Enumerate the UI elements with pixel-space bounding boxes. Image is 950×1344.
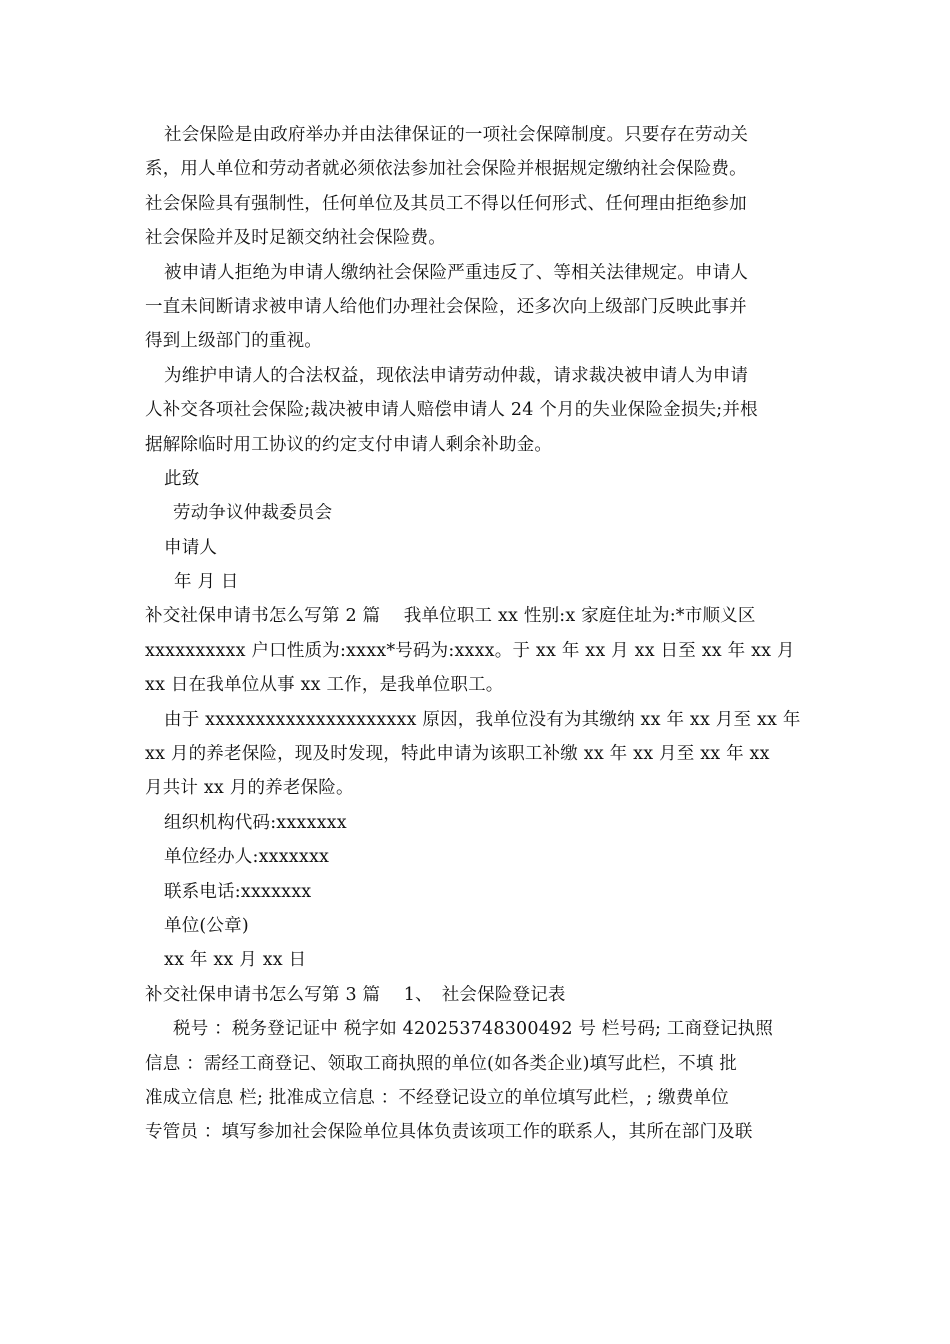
text-line: 系，用人单位和劳动者就必须依法参加社会保险并根据规定缴纳社会保险费。 [145, 159, 747, 180]
text-line: 据解除临时用工协议的约定支付申请人剩余补助金。 [145, 434, 553, 455]
text-line: 社会保险是由政府举办并由法律保证的一项社会保障制度。只要存在劳动关 [164, 125, 749, 145]
document-page [145, 118, 805, 1150]
text-line: xx 月的养老保险，现及时发现，特此申请为该职工补缴 xx 年 xx 月至 xx 年 xx [145, 744, 770, 765]
text-line: 月共计 xx 月的养老保险。 [145, 778, 354, 799]
text-line: 联系电话:xxxxxxx [164, 881, 312, 902]
text-line: 人补交各项社会保险;裁决被申请人赔偿申请人 24 个月的失业保险金损失;并根 [145, 400, 758, 421]
text-line: 得到上级部门的重视。 [145, 331, 322, 352]
text-line: 为维护申请人的合法权益，现依法申请劳动仲裁，请求裁决被申请人为申请 [164, 365, 749, 386]
text-line: 申请人 [164, 537, 218, 558]
text-line: 年 月 日 [174, 572, 239, 593]
text-line: 社会保险具有强制性，任何单位及其员工不得以任何形式、任何理由拒绝参加 [145, 193, 747, 214]
text-line: xxxxxxxxxx 户口性质为:xxxx*号码为:xxxx。于 xx 年 xx 月 xx 日至 xx 年 xx 月 [145, 640, 795, 661]
text-line: 税号 ：税务登记证中 税字如 420253748300492 号 栏号码; 工商登记执照 [173, 1019, 774, 1040]
text-line: 准成立信息 栏; 批准成立信息 ：不经登记设立的单位填写此栏，; 缴费单位 [145, 1087, 729, 1108]
text-line: xx 日在我单位从事 xx 工作，是我单位职工。 [145, 675, 504, 696]
text-line: 专管员 ：填写参加社会保险单位具体负责该项工作的联系人，其所在部门及联 [145, 1122, 753, 1143]
text-line: 单位经办人:xxxxxxx [164, 847, 330, 868]
text-line: 补交社保申请书怎么写第 2 篇 我单位职工 xx 性别:x 家庭住址为:*市顺义区 [145, 606, 756, 627]
text-line: 一直未间断请求被申请人给他们办理社会保险，还多次向上级部门反映此事并 [145, 296, 747, 317]
text-line: 被申请人拒绝为申请人缴纳社会保险严重违反了、等相关法律规定。申请人 [164, 262, 749, 283]
text-line: 由于 xxxxxxxxxxxxxxxxxxxxx 原因，我单位没有为其缴纳 xx 年 xx 月至 xx 年 [164, 709, 801, 730]
text-line: 信息 ：需经工商登记、领取工商执照的单位(如各类企业)填写此栏，不填 批 [145, 1053, 737, 1074]
text-line: 单位(公章) [164, 915, 249, 936]
text-line: 组织机构代码:xxxxxxx [164, 812, 347, 833]
text-line: 劳动争议仲裁委员会 [173, 503, 333, 524]
text-line: 社会保险并及时足额交纳社会保险费。 [145, 228, 446, 249]
text-line: 补交社保申请书怎么写第 3 篇 1、 社会保险登记表 [145, 984, 566, 1005]
text-line: xx 年 xx 月 xx 日 [164, 950, 307, 971]
text-line: 此致 [164, 468, 200, 489]
